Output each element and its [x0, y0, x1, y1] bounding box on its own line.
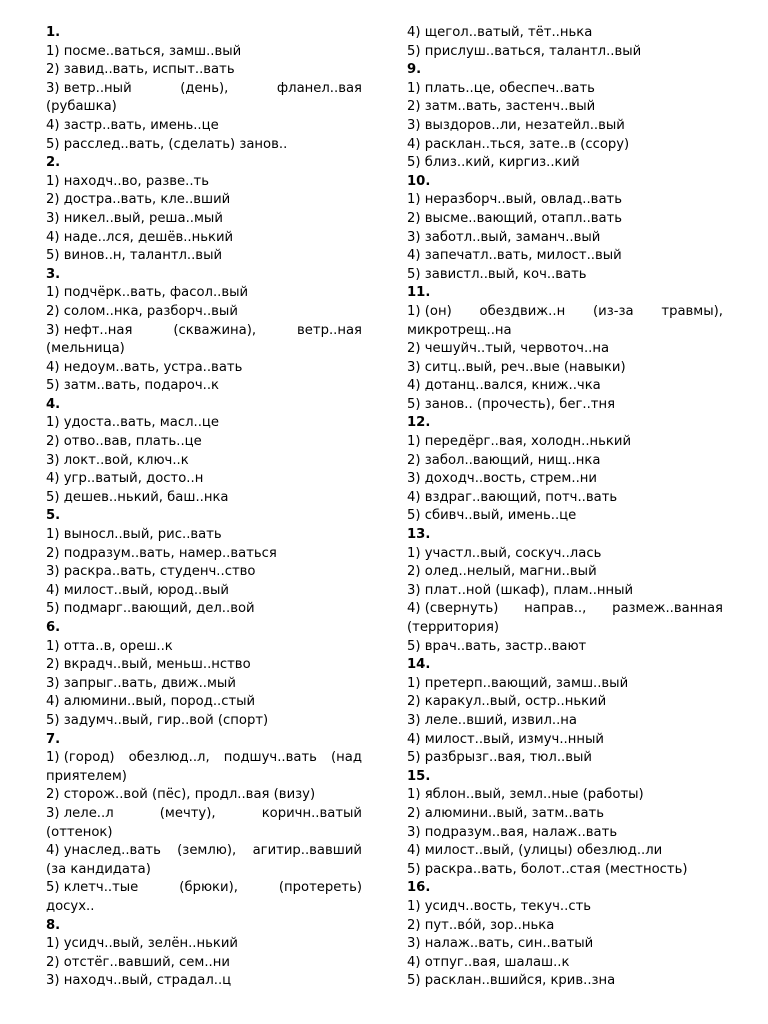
- answer-option-line: 4) щегол..ватый, тёт..нька: [407, 25, 593, 40]
- answer-option-line: 1) усидч..вость, текуч..сть: [407, 898, 592, 914]
- answer-option-line: досух..: [46, 898, 95, 914]
- answer-option-line: 3) локт..вой, ключ..к: [46, 452, 189, 468]
- answer-option-line: 2) олед..нелый, магни..вый: [407, 564, 597, 580]
- answer-option-line: 4) милост..вый, измуч..нный: [407, 731, 604, 747]
- answer-option-line: 2) отстёг..вавший, сем..ни: [46, 954, 230, 970]
- answer-option-line: 1) неразборч..вый, овлад..вать: [407, 192, 622, 208]
- task-number-heading: 3.: [46, 266, 61, 282]
- answer-option-line: 3) подразум..вая, налаж..вать: [407, 824, 618, 840]
- answer-option-line: 2) завид..вать, испыт..вать: [46, 62, 235, 78]
- answer-option-line: 2) каракул..вый, остр..нький: [407, 694, 607, 710]
- answer-option-line: 4) расклан..ться, зате..в (ссору): [407, 136, 630, 152]
- answer-option-line: 5) занов.. (прочесть), бег..тня: [407, 396, 615, 412]
- answer-option-line: 4) отпуг..вая, шалаш..к: [407, 954, 570, 970]
- answer-option-line: 2) солом..нка, разборч..вый: [46, 303, 238, 319]
- answer-word: 4) унаслед..вать: [46, 843, 161, 859]
- answer-option-line: 1) яблон..вый, земл..ные (работы): [407, 787, 644, 803]
- answer-option-line: 5) близ..кий, киргиз..кий: [407, 155, 580, 171]
- task-number-heading: 10.: [407, 173, 431, 189]
- answer-word: обезлюд..л,: [128, 750, 210, 766]
- answer-option-line: [46, 842, 362, 861]
- answer-option-line: 3) выздоров..ли, незатейл..вый: [407, 117, 625, 133]
- answer-option-line: 1) находч..во, разве..ть: [46, 173, 210, 189]
- answer-option-line: 4) застр..вать, имень..це: [46, 117, 219, 133]
- task-number-heading: 11.: [407, 285, 431, 301]
- answer-option-line: 4) угр..ватый, досто..н: [46, 471, 204, 487]
- task-number-heading: 16.: [407, 880, 431, 896]
- answer-word: 4) (свернуть): [407, 601, 499, 617]
- answer-option-line: 5) подмарг..вающий, дел..вой: [46, 601, 255, 617]
- answer-option-line: (за кандидата): [46, 861, 151, 877]
- answer-option-line: 4) наде..лся, дешёв..нький: [46, 229, 234, 245]
- answer-option-line: микротрещ..на: [407, 322, 512, 338]
- answer-option-line: 2) отво..вав, плать..це: [46, 434, 202, 450]
- answer-option-line: 3) ситц..вый, реч..вые (навыки): [407, 359, 626, 375]
- answer-word: (брюки),: [179, 880, 238, 896]
- answer-option-line: 5) прислуш..ваться, талантл..вый: [407, 43, 642, 59]
- task-number-heading: 13.: [407, 527, 431, 543]
- answer-option-line: 4) вздраг..вающий, потч..вать: [407, 489, 618, 505]
- answer-option-line: 5) задумч..вый, гир..вой (спорт): [46, 712, 269, 728]
- answer-word: травмы),: [661, 303, 723, 319]
- left-column: [46, 24, 362, 991]
- answer-word: размеж..ванная: [612, 601, 723, 617]
- answer-option-line: 2) вкрадч..вый, меньш..нство: [46, 657, 251, 673]
- answer-option-line: 1) посме..ваться, замш..вый: [46, 43, 242, 59]
- worksheet-page: [0, 24, 768, 1014]
- answer-option-line: [46, 322, 362, 341]
- answer-word: ветр..ная: [297, 322, 362, 338]
- answer-option-line: (рубашка): [46, 99, 117, 115]
- answer-option-line: 5) расслед..вать, (сделать) занов..: [46, 136, 288, 152]
- task-number-heading: 2.: [46, 155, 61, 171]
- answer-option-line: 1) выносл..вый, рис..вать: [46, 527, 222, 543]
- answer-option-line: (оттенок): [46, 824, 113, 840]
- task-number-heading: 8.: [46, 917, 61, 933]
- answer-option-line: [407, 303, 723, 322]
- answer-option-line: 5) разбрызг..вая, тюл..вый: [407, 750, 592, 766]
- answer-option-line: 3) заботл..вый, заманч..вый: [407, 229, 601, 245]
- answer-option-line: 2) алюмини..вый, затм..вать: [407, 805, 604, 821]
- answer-option-line: (территория): [407, 620, 500, 635]
- answer-option-line: 1) отта..в, ореш..к: [46, 638, 173, 654]
- answer-option-line: 1) участл..вый, соскуч..лась: [407, 545, 602, 561]
- answer-option-line: [46, 80, 362, 99]
- task-number-heading: 1.: [46, 25, 61, 40]
- task-number-heading: 9.: [407, 62, 422, 78]
- answer-option-line: 4) запечатл..вать, милост..вый: [407, 248, 622, 264]
- answer-word: 3) леле..л: [46, 805, 114, 821]
- answer-word: 1) (он): [407, 303, 452, 319]
- answer-option-line: 3) плат..ной (шкаф), плам..нный: [407, 582, 634, 598]
- answer-word: подшуч..вать: [223, 750, 317, 766]
- answer-option-line: 1) подчёрк..вать, фасол..вый: [46, 285, 249, 301]
- answer-option-line: 3) находч..вый, страдал..ц: [46, 973, 232, 989]
- answer-option-line: [46, 805, 362, 824]
- answer-word: 3) ветр..ный: [46, 80, 132, 96]
- answer-option-line: 2) достра..вать, кле..вший: [46, 192, 231, 208]
- answer-word: 3) нефт..ная: [46, 322, 133, 338]
- answer-option-line: приятелем): [46, 768, 127, 784]
- right-column: [407, 24, 723, 991]
- answer-option-line: 3) запрыг..вать, движ..мый: [46, 675, 236, 691]
- answer-word: (мечту),: [159, 805, 216, 821]
- answer-word: 1) (город): [46, 750, 115, 766]
- answer-option-line: 2) забол..вающий, нищ..нка: [407, 452, 601, 468]
- answer-word: коричн..ватый: [261, 805, 362, 821]
- task-number-heading: 7.: [46, 731, 61, 747]
- answer-option-line: 2) высме..вающий, отапл..вать: [407, 210, 623, 226]
- task-number-heading: 12.: [407, 415, 431, 431]
- answer-option-line: [46, 879, 362, 898]
- answer-option-line: 2) подразум..вать, намер..ваться: [46, 545, 277, 561]
- answer-word: агитир..вавший: [252, 843, 362, 859]
- answer-option-line: 1) претерп..вающий, замш..вый: [407, 675, 629, 691]
- answer-word: (землю),: [177, 843, 237, 859]
- answer-option-line: 3) леле..вший, извил..на: [407, 712, 578, 728]
- answer-option-line: 2) пут..во́й, зор..нька: [407, 917, 555, 933]
- answer-option-line: (мельница): [46, 341, 125, 357]
- answer-word: (над: [331, 750, 362, 766]
- answer-word: (протереть): [278, 880, 362, 896]
- answer-word: (скважина),: [173, 322, 257, 338]
- answer-word: (из-за: [593, 303, 634, 319]
- answer-option-line: 4) милост..вый, (улицы) обезлюд..ли: [407, 843, 663, 859]
- answer-word: (день),: [180, 80, 229, 96]
- answer-option-line: 2) чешуйч..тый, червоточ..на: [407, 341, 610, 357]
- answer-option-line: 1) усидч..вый, зелён..нький: [46, 936, 238, 952]
- task-number-heading: 15.: [407, 768, 431, 784]
- answer-option-line: 5) дешев..нький, баш..нка: [46, 489, 229, 505]
- answer-option-line: 5) затм..вать, подароч..к: [46, 378, 219, 394]
- answer-option-line: 4) алюмини..вый, пород..стый: [46, 694, 256, 710]
- answer-option-line: 3) никел..вый, реша..мый: [46, 210, 223, 226]
- answer-option-line: 5) раскра..вать, болот..стая (местность): [407, 861, 688, 877]
- task-number-heading: 6.: [46, 620, 61, 635]
- answer-option-line: 2) затм..вать, застенч..вый: [407, 99, 596, 115]
- answer-option-line: 5) врач..вать, застр..вают: [407, 638, 587, 654]
- answer-option-line: 4) дотанц..вался, книж..чка: [407, 378, 601, 394]
- answer-option-line: 1) плать..це, обеспеч..вать: [407, 80, 595, 96]
- answer-option-line: 5) сбивч..вый, имень..це: [407, 508, 577, 524]
- answer-option-line: 4) недоум..вать, устра..вать: [46, 359, 243, 375]
- answer-word: фланел..вая: [276, 80, 362, 96]
- answer-option-line: 3) доходч..вость, стрем..ни: [407, 471, 597, 487]
- answer-option-line: 3) налаж..вать, син..ватый: [407, 936, 594, 952]
- answer-option-line: 1) передёрг..вая, холодн..нький: [407, 434, 632, 450]
- answer-word: направ..,: [524, 601, 587, 617]
- answer-option-line: 5) завистл..вый, коч..вать: [407, 266, 587, 282]
- answer-option-line: [407, 600, 723, 619]
- task-number-heading: 5.: [46, 508, 61, 524]
- answer-option-line: 2) сторож..вой (пёс), продл..вая (визу): [46, 787, 316, 803]
- answer-word: обездвиж..н: [479, 303, 566, 319]
- answer-word: 5) клетч..тые: [46, 880, 139, 896]
- answer-option-line: [46, 749, 362, 768]
- task-number-heading: 14.: [407, 657, 431, 673]
- answer-option-line: 5) винов..н, талантл..вый: [46, 248, 223, 264]
- task-number-heading: 4.: [46, 396, 61, 412]
- answer-option-line: 4) милост..вый, юрод..вый: [46, 582, 229, 598]
- answer-option-line: 1) удоста..вать, масл..це: [46, 415, 219, 431]
- answer-option-line: 3) раскра..вать, студенч..ство: [46, 564, 256, 580]
- answer-option-line: 5) расклан..вшийся, крив..зна: [407, 973, 616, 989]
